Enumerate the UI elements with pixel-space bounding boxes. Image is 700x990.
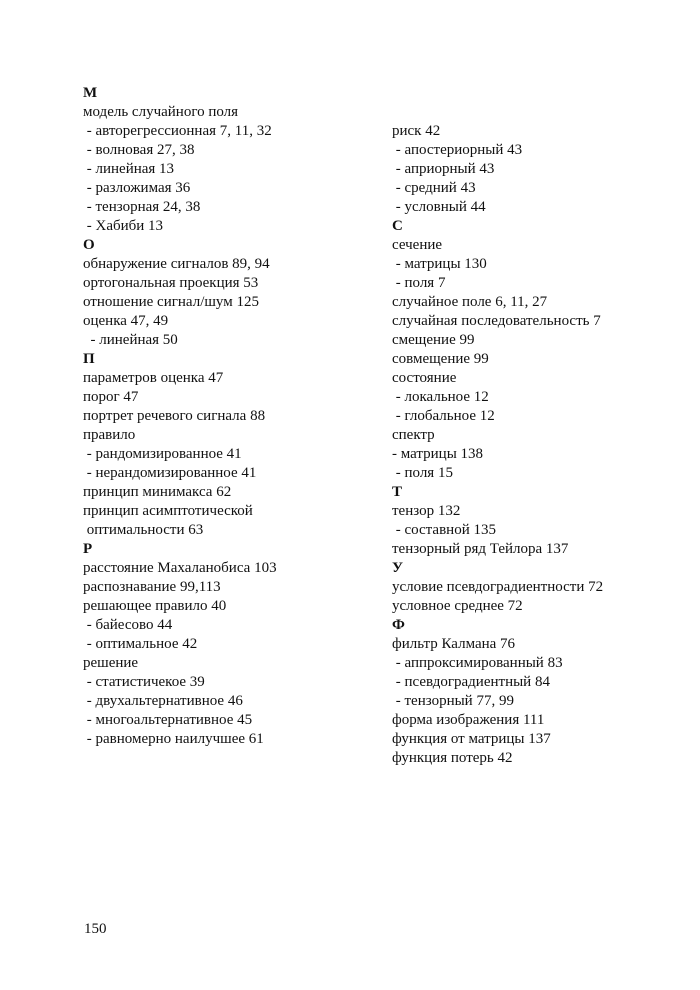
index-entry: - составной 135 (392, 522, 496, 538)
index-letter-heading: О (83, 237, 95, 253)
index-entry: случайная последовательность 7 (392, 313, 601, 329)
index-letter-heading: Ф (392, 617, 405, 633)
index-entry: тензор 132 (392, 503, 461, 519)
index-entry: распознавание 99,113 (83, 579, 221, 595)
index-entry: - поля 15 (392, 465, 453, 481)
index-entry: - тензорный 77, 99 (392, 693, 514, 709)
index-entry: состояние (392, 370, 457, 386)
index-entry: совмещение 99 (392, 351, 489, 367)
index-entry: решение (83, 655, 139, 671)
index-letter-heading: Р (83, 541, 93, 557)
index-column-right (392, 122, 692, 768)
index-entry: - многоальтернативное 45 (83, 712, 253, 728)
index-entry: - тензорная 24, 38 (83, 199, 201, 215)
index-entry: - матрицы 138 (392, 446, 484, 462)
index-entry: - волновая 27, 38 (83, 142, 195, 158)
index-entry: - средний 43 (392, 180, 476, 196)
index-entry: - аппроксимированный 83 (392, 655, 563, 671)
index-entry: случайное поле 6, 11, 27 (392, 294, 548, 310)
index-letter-heading: Т (392, 484, 403, 500)
index-entry: параметров оценка 47 (83, 370, 224, 386)
index-entry: правило (83, 427, 136, 443)
index-letter-heading: М (83, 85, 98, 101)
index-entry: принцип минимакса 62 (83, 484, 232, 500)
index-entry: принцип асимптотической (83, 503, 253, 519)
index-entry: - линейная 50 (83, 332, 178, 348)
index-entry: расстояние Махаланобиса 103 (83, 560, 277, 576)
index-entry: модель случайного поля (83, 104, 239, 120)
index-entry: - нерандомизированное 41 (83, 465, 257, 481)
index-entry: - равномерно наилучшее 61 (83, 731, 264, 747)
index-entry: риск 42 (392, 123, 441, 139)
index-entry: - статистичекое 39 (83, 674, 205, 690)
index-letter-heading: С (392, 218, 403, 234)
page-number: 150 (84, 921, 107, 937)
index-entry: сечение (392, 237, 443, 253)
index-entry: отношение сигнал/шум 125 (83, 294, 259, 310)
index-letter-heading: У (392, 560, 404, 576)
index-entry: форма изображения 111 (392, 712, 545, 728)
index-entry: условное среднее 72 (392, 598, 523, 614)
index-entry: - рандомизированное 41 (83, 446, 242, 462)
index-entry: порог 47 (83, 389, 139, 405)
index-entry: - авторегрессионная 7, 11, 32 (83, 123, 272, 139)
index-entry: - псевдоградиентный 84 (392, 674, 550, 690)
index-entry: - условный 44 (392, 199, 486, 215)
index-entry: - апостериорный 43 (392, 142, 523, 158)
index-entry: оценка 47, 49 (83, 313, 169, 329)
index-entry: - Хабиби 13 (83, 218, 164, 234)
index-entry: - матрицы 130 (392, 256, 487, 272)
index-entry: - двухальтернативное 46 (83, 693, 243, 709)
index-entry: фильтр Калмана 76 (392, 636, 516, 652)
index-entry: - оптимальное 42 (83, 636, 198, 652)
index-entry: оптимальности 63 (83, 522, 204, 538)
index-entry: портрет речевого сигнала 88 (83, 408, 266, 424)
index-entry: смещение 99 (392, 332, 475, 348)
index-entry: обнаружение сигналов 89, 94 (83, 256, 270, 272)
index-entry: функция от матрицы 137 (392, 731, 551, 747)
index-entry: - разложимая 36 (83, 180, 191, 196)
index-entry: - линейная 13 (83, 161, 175, 177)
index-entry: - байесово 44 (83, 617, 173, 633)
index-letter-heading: П (83, 351, 95, 367)
index-entry: - глобальное 12 (392, 408, 495, 424)
index-entry: условие псевдоградиентности 72 (392, 579, 604, 595)
index-entry: - априорный 43 (392, 161, 495, 177)
index-entry: функция потерь 42 (392, 750, 513, 766)
index-entry: решающее правило 40 (83, 598, 227, 614)
index-entry: тензорный ряд Тейлора 137 (392, 541, 569, 557)
index-column-left (83, 84, 383, 749)
index-entry: ортогональная проекция 53 (83, 275, 259, 291)
index-entry: спектр (392, 427, 435, 443)
index-entry: - поля 7 (392, 275, 446, 291)
index-entry: - локальное 12 (392, 389, 489, 405)
